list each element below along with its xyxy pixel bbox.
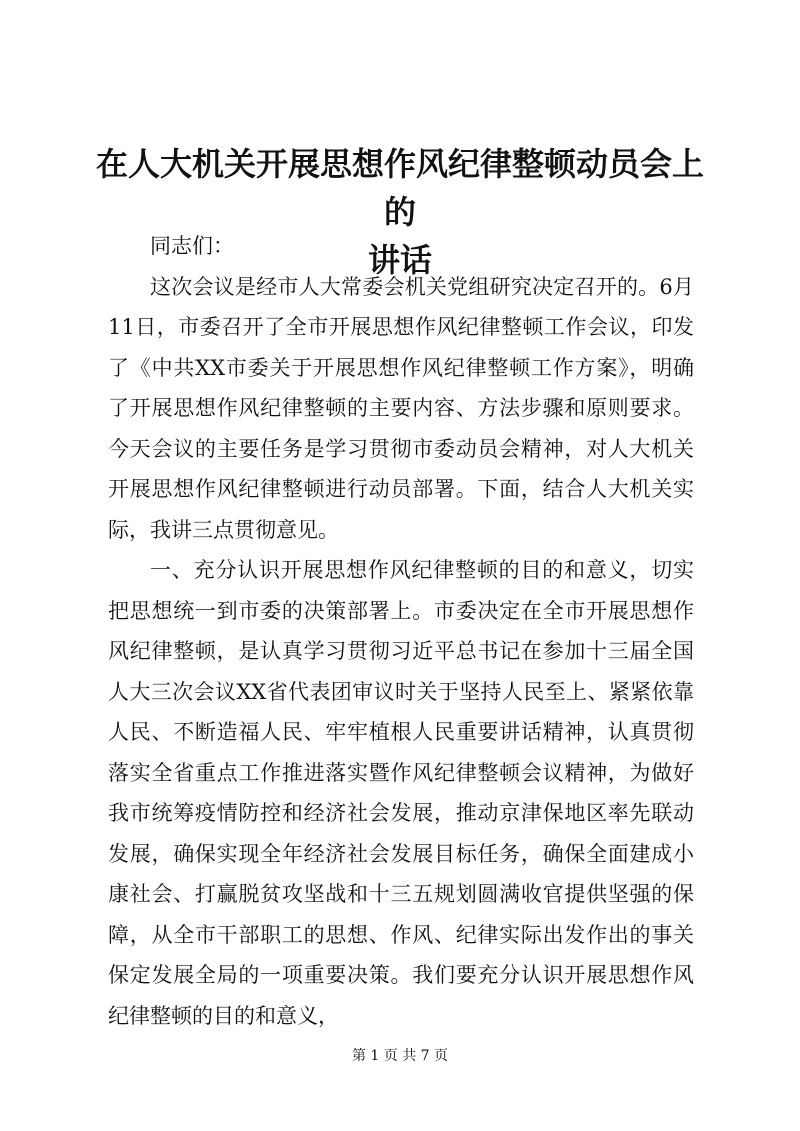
page-number: 第 1 页 共 7 页	[351, 1048, 449, 1064]
paragraph-intro: 这次会议是经市人大常委会机关党组研究决定召开的。6月11日，市委召开了全市开展思想作风纪律整顿工作会议，印发了《中共XX市委关于开展思想作风纪律整顿工作方案》，明确了开展思想作风纪律整顿的主要内容、方法步骤和原则要求。今天会议的主要任务是学习贯彻市委动员会精神，对人大机关开展思想作风纪律整顿进行动员部署。下面，结合人大机关实际，我讲三点贯彻意见。	[108, 274, 694, 542]
title-line-1: 在人大机关开展思想作风纪律整顿动员会上的	[95, 145, 704, 231]
page-footer	[0, 1046, 800, 1066]
title-line-2: 讲话	[367, 241, 432, 279]
paragraph-section-one: 一、充分认识开展思想作风纪律整顿的目的和意义，切实把思想统一到市委的决策部署上。市委决定在全市开展思想作风纪律整顿，是认真学习贯彻习近平总书记在参加十三届全国人大三次会议XX省代表团审议时关于坚持人民至上、紧紧依靠人民、不断造福人民、牢牢植根人民重要讲话精神，认真贯彻落实全省重点工作推进落实暨作风纪律整顿会议精神，为做好我市统筹疫情防控和经济社会发展，推动京津保地区率先联动发展，确保实现全年经济社会发展目标任务，确保全面建成小康社会、打赢脱贫攻坚战和十三五规划圆满收官提供坚强的保障，从全市干部职工的思想、作风、纪律实际出发作出的事关保定发展全局的一项重要决策。我们要充分认识开展思想作风纪律整顿的目的和意义，	[108, 558, 694, 1028]
document-body	[108, 226, 694, 1036]
greeting: 同志们：	[150, 234, 234, 258]
